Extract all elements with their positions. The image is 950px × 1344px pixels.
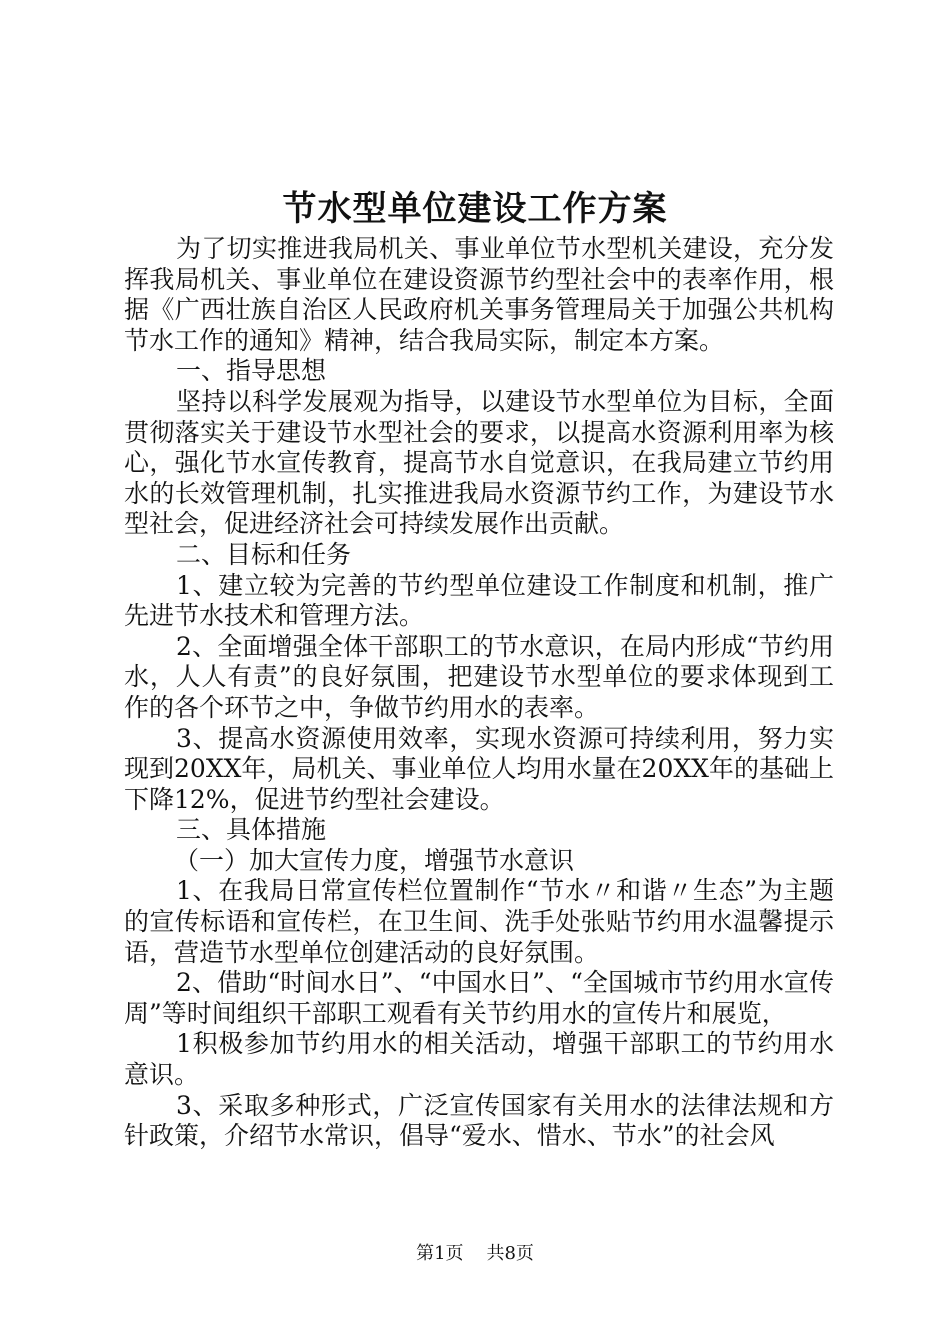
page-total: 共8页	[486, 1243, 534, 1264]
page-separator	[469, 1243, 480, 1264]
paragraph-goal-1: 1、建立较为完善的节约型单位建设工作制度和机制，推广先进节水技术和管理方法。	[124, 570, 834, 631]
section-heading-measures: 三、具体措施	[176, 815, 327, 845]
section-heading-guiding-thought: 一、指导思想	[176, 356, 327, 386]
section-heading-goals: 二、目标和任务	[176, 539, 352, 569]
page-footer	[0, 1240, 950, 1268]
page-number: 第1页	[416, 1243, 464, 1264]
document-body	[124, 234, 834, 1152]
paragraph-goal-3: 3、提高水资源使用效率，实现水资源可持续利用，努力实现到20XX年，局机关、事业单位人均用水量在20XX年的基础上下降12%，促进节约型社会建设。	[124, 723, 834, 814]
paragraph-intro: 为了切实推进我局机关、事业单位节水型机关建设，充分发挥我局机关、事业单位在建设资源节约型社会中的表率作用，根据《广西壮族自治区人民政府机关事务管理局关于加强公共机构节水工作的通知》精神，结合我局实际，制定本方案。	[124, 234, 834, 355]
paragraph-measure-2: 2、借助“时间水日”、“中国水日”、“全国城市节约用水宣传周”等时间组织干部职工观看有关节约用水的宣传片和展览，	[124, 968, 834, 1028]
paragraph-measure-2-cont: 1积极参加节约用水的相关活动，增强干部职工的节约用水意识。	[124, 1029, 834, 1090]
paragraph-measure-1: 1、在我局日常宣传栏位置制作“节水〃和谐〃生态”为主题的宣传标语和宣传栏，在卫生间、洗手处张贴节约用水温馨提示语，营造节水型单位创建活动的良好氛围。	[124, 876, 834, 967]
subsection-heading-publicity: （一）加大宣传力度，增强节水意识	[174, 845, 575, 875]
paragraph-goal-2: 2、全面增强全体干部职工的节水意识，在局内形成“节约用水，人人有责”的良好氛围，把建设节水型单位的要求体现到工作的各个环节之中，争做节约用水的表率。	[124, 631, 834, 722]
paragraph-guiding-thought: 坚持以科学发展观为指导，以建设节水型单位为目标，全面贯彻落实关于建设节水型社会的要求，以提高水资源利用率为核心，强化节水宣传教育，提高节水自觉意识，在我局建立节约用水的长效管理机制，扎实推进我局水资源节约工作，为建设节水型社会，促进经济社会可持续发展作出贡献。	[124, 386, 834, 539]
paragraph-measure-3: 3、采取多种形式，广泛宣传国家有关用水的法律法规和方针政策，介绍节水常识，倡导“爱水、惜水、节水”的社会风	[124, 1090, 834, 1151]
document-title: 节水型单位建设工作方案	[282, 189, 668, 229]
